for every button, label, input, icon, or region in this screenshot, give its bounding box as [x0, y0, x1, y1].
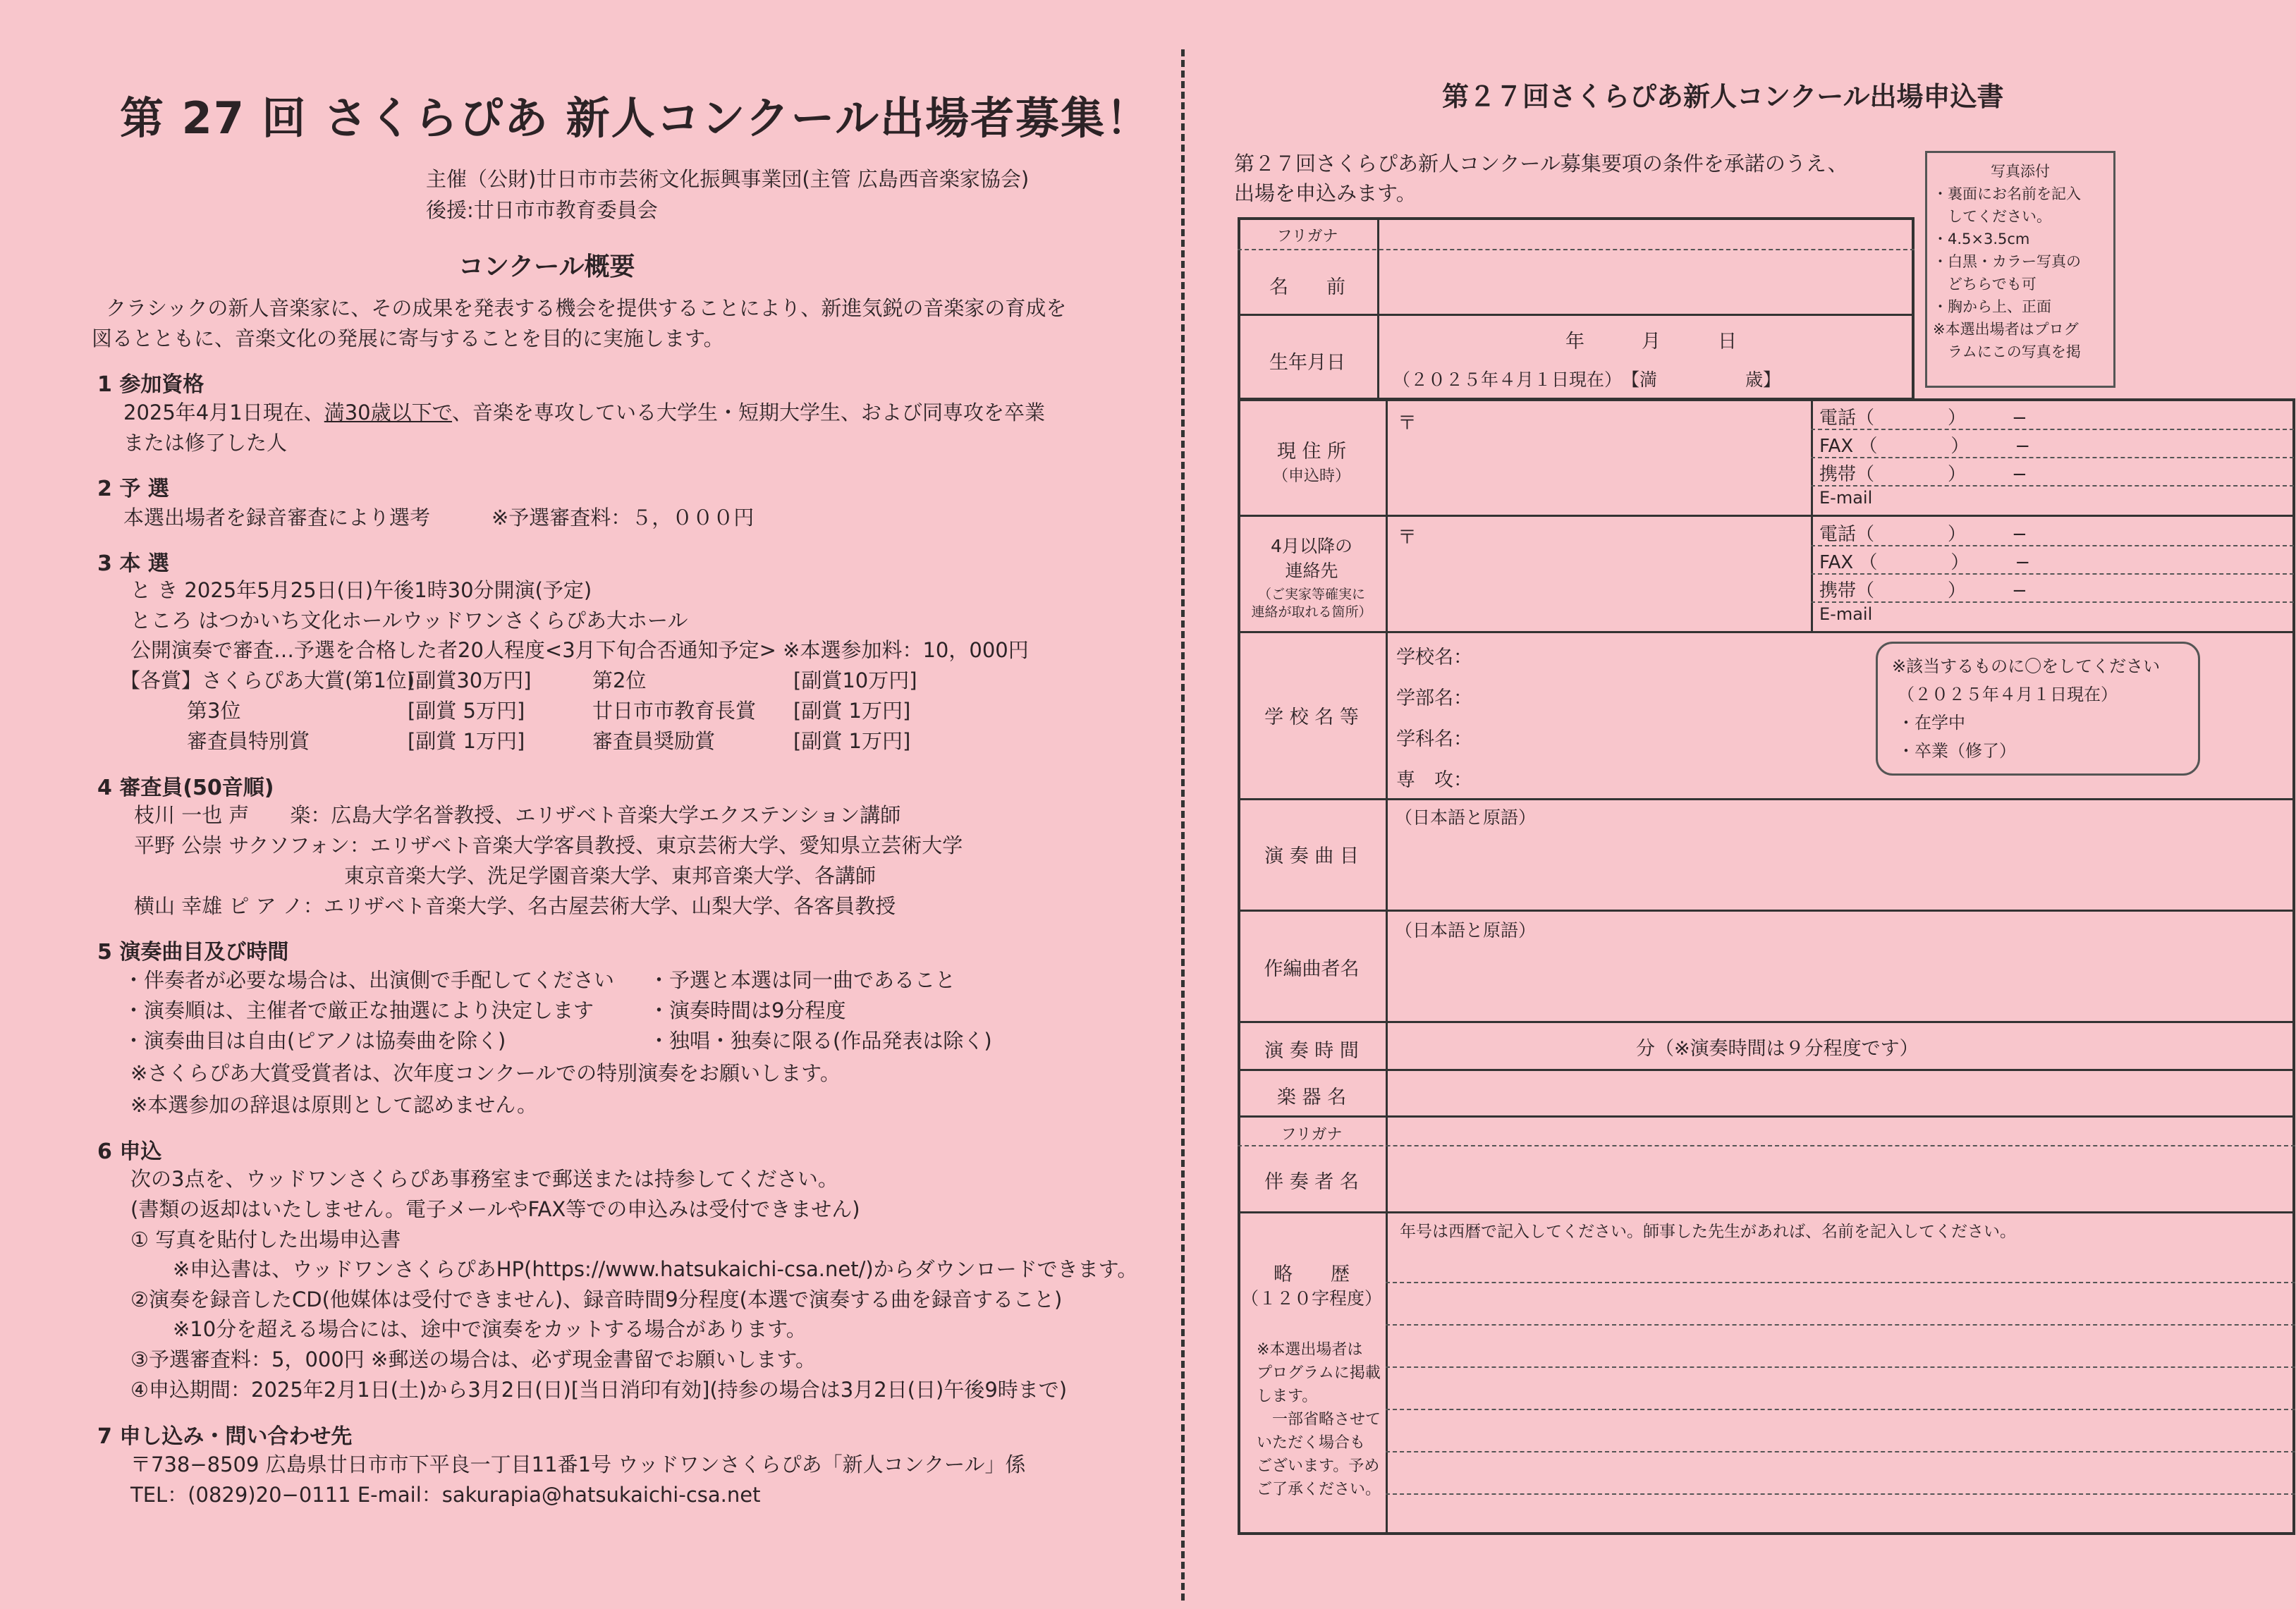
photo-line: ・裏面にお名前を記入 [1933, 185, 2081, 202]
application-form-page [1199, 0, 2296, 1609]
faculty-field[interactable]: 学部名： [1396, 687, 1472, 709]
furigana-label: フリガナ [1276, 228, 1338, 245]
department-field[interactable]: 学科名： [1396, 728, 1472, 750]
section-title: 5 演奏曲目及び時間 [97, 940, 289, 965]
rule-item: ・独唱・独奏に限る(作品発表は除く) [649, 1029, 992, 1053]
table-line [1386, 398, 1388, 1535]
supporter-text: 後援:廿日市市教育委員会 [426, 198, 658, 222]
piece-field[interactable] [1389, 828, 2292, 906]
table-line [1238, 798, 2295, 800]
award-name: 第2位 [592, 668, 647, 692]
award-name: 審査員特別賞 [187, 729, 310, 753]
final-line: と き 2025年5月25日(日)午後1時30分開演(予定) [130, 578, 592, 602]
fax-field[interactable]: FAX （ ） − [1819, 552, 2031, 573]
table-line [1238, 249, 1915, 250]
intro-line: クラシックの新人音楽家に、その成果を発表する機会を提供することにより、新進気鋭の音楽家の育成を [106, 296, 1067, 320]
accomp-name-field[interactable] [1389, 1149, 2292, 1206]
contact-address: 〒738−8509 広島県廿日市市下平良一丁目11番1号 ウッドワンさくらぴあ「新人コンクール」係 [130, 1452, 1026, 1476]
preliminary-line: 本選出場者を録音審査により選考 ※予選審査料：５，０００円 [123, 506, 755, 530]
fold-divider [1181, 49, 1185, 1601]
age-limit: 満30歳以下で [324, 400, 453, 424]
career-note-line: プログラムに掲載 [1257, 1364, 1381, 1382]
piece-label: 演 奏 曲 目 [1264, 845, 1359, 867]
photo-line: ・胸から上、正面 [1933, 298, 2051, 315]
birth-note: （２０２５年４月１日現在） 【満 歳】 [1393, 369, 1781, 390]
photo-line: ※本選出場者はプログ [1933, 321, 2079, 338]
section-title: 7 申し込み・問い合わせ先 [97, 1424, 353, 1449]
eligibility-line: または修了した人 [123, 431, 288, 455]
photo-line: ・4.5×3.5cm [1933, 231, 2030, 247]
mobile-field[interactable]: 携帯（ ） − [1819, 464, 2027, 485]
photo-box[interactable] [1925, 151, 2115, 388]
rule-note: ※さくらぴあ大賞受賞者は、次年度コンクールでの特別演奏をお願いします。 [130, 1061, 841, 1085]
apply-line: ②演奏を録音したCD(他媒体は受付できません)、録音時間9分程度(本選で演奏する曲を録音すること) [130, 1287, 1063, 1311]
birth-ymd: 年 月 日 [1565, 331, 1737, 353]
career-note [1257, 1338, 1381, 1501]
rule-note: ※本選参加の辞退は原則として認めません。 [130, 1093, 538, 1117]
section-title: 3 本 選 [97, 551, 169, 576]
career-note-line: 一部省略させて [1257, 1411, 1381, 1428]
award-prize: [副賞30万円] [408, 668, 532, 692]
school-name-field[interactable]: 学校名： [1396, 647, 1472, 668]
apply-line: ① 写真を貼付した出場申込書 [130, 1228, 401, 1252]
major-field[interactable]: 専 攻： [1396, 769, 1472, 791]
photo-line: どちらでも可 [1933, 276, 2037, 293]
address-label: 現 住 所 [1276, 441, 1347, 463]
judge-line: 平野 公崇 サクソフォン：エリザベト音楽大学客員教授、東京芸術大学、愛知県立芸術大学 [134, 833, 963, 857]
page-title: 第 27 回 さくらぴあ 新人コンクール出場者募集！ [120, 92, 1152, 144]
career-note-line: いただく場合も [1257, 1434, 1366, 1452]
photo-line: してください。 [1933, 208, 2051, 225]
career-instruction: 年号は西暦で記入してください。師事した先生があれば、名前を記入してください。 [1400, 1223, 2016, 1241]
duration-field[interactable]: 分（※演奏時間は９分程度です） [1636, 1038, 1919, 1060]
section-title: 4 審査員(50音順) [97, 776, 274, 800]
final-line: 公開演奏で審査…予選を合格した者20人程度<3月下旬合否通知予定> ※本選参加料：10，000円 [130, 638, 1029, 662]
accomp-label: 伴 奏 者 名 [1264, 1171, 1359, 1193]
composer-field[interactable] [1389, 941, 2292, 1019]
rule-item: ・演奏時間は9分程度 [649, 998, 846, 1022]
phone-field[interactable]: 電話（ ） − [1819, 524, 2027, 545]
apply-line: ※申込書は、ウッドワンさくらぴあHP(https://www.hatsukaichi-csa.net/)からダウンロードできます。 [173, 1257, 1138, 1281]
table-line [1238, 1115, 2295, 1118]
award-prize: [副賞 5万円] [408, 699, 525, 723]
fax-field[interactable]: FAX （ ） − [1819, 436, 2031, 457]
career-note-line: ございます。予め [1257, 1457, 1380, 1475]
judge-line: 東京音楽大学、洗足学園音楽大学、東邦音楽大学、各講師 [344, 864, 877, 888]
accomp-furigana-field[interactable] [1389, 1120, 2292, 1144]
table-line [1238, 1211, 2295, 1213]
intro-line: 図るとともに、音楽文化の発展に寄与することを目的に実施します。 [92, 326, 724, 350]
award-name: 【各賞】さくらぴあ大賞(第1位) [120, 668, 415, 692]
status-graduated[interactable]: ・卒業（修了） [1898, 741, 2016, 761]
table-line [1238, 910, 2295, 912]
rule-item: ・演奏順は、主催者で厳正な抽選により決定します [123, 998, 594, 1022]
apply-line: ※10分を超える場合には、途中で演奏をカットする場合があります。 [173, 1317, 807, 1341]
award-prize: [副賞 1万円] [793, 729, 911, 753]
eligibility-text: 、音楽を専攻している大学生・短期大学生、および同専攻を卒業 [452, 400, 1046, 424]
section-title: 1 参加資格 [97, 372, 204, 397]
duration-label: 演 奏 時 間 [1264, 1040, 1359, 1062]
apply-line: (書類の返却はいたしません。電子メールやFAX等での申込みは受付できません) [130, 1197, 860, 1221]
eligibility-line [123, 397, 1045, 426]
table-line [1238, 631, 2295, 633]
table-line [1238, 1145, 2295, 1146]
piece-lang-note: （日本語と原語） [1395, 807, 1537, 828]
apply-line: ③予選審査料：5，000円 ※郵送の場合は、必ず現金書留でお願いします。 [130, 1347, 816, 1371]
eligibility-text: 2025年4月1日現在、 [123, 400, 324, 424]
april-contact-label: 連絡先 [1285, 561, 1338, 581]
april-contact-label: 4月以降の [1271, 536, 1352, 556]
name-label: 名 前 [1269, 276, 1345, 298]
accomp-furigana-label: フリガナ [1281, 1126, 1343, 1144]
postal-mark: 〒 [1398, 412, 1417, 434]
address-sub: （申込時） [1272, 467, 1350, 485]
instrument-label: 楽 器 名 [1276, 1087, 1347, 1108]
april-contact-note: 連絡が取れる箇所） [1251, 604, 1372, 620]
career-note-line: ご了承ください。 [1257, 1481, 1381, 1498]
award-name: 審査員奨励賞 [592, 729, 716, 753]
career-field[interactable] [1389, 1241, 2292, 1530]
award-name: 第3位 [187, 699, 241, 723]
rule-item: ・予選と本選は同一曲であること [649, 968, 956, 992]
table-line [1238, 1069, 2295, 1071]
birth-label: 生年月日 [1269, 352, 1345, 374]
photo-line: ・白黒・カラー写真の [1933, 253, 2081, 270]
table-line [1238, 515, 2295, 517]
career-sub: （１２０字程度） [1240, 1288, 1382, 1309]
status-enrolled[interactable]: ・在学中 [1898, 713, 1965, 733]
career-note-line: します。 [1257, 1388, 1318, 1405]
postal-mark: 〒 [1398, 527, 1417, 549]
table-line [1238, 1021, 2295, 1023]
status-note-line: （２０２５年４月１日現在） [1898, 685, 2118, 704]
section-title: 6 申込 [97, 1139, 162, 1164]
form-intro: 第２７回さくらぴあ新人コンクール募集要項の条件を承諾のうえ、 [1234, 152, 1848, 176]
organizer-text: 主催（公財)廿日市市芸術文化振興事業団(主管 広島西音楽家協会) [426, 167, 1030, 191]
april-contact-note: （ご実家等確実に [1257, 587, 1365, 602]
apply-line: 次の3点を、ウッドワンさくらぴあ事務室まで郵送または持参してください。 [130, 1167, 838, 1191]
final-line: ところ はつかいち文化ホールウッドワンさくらぴあ大ホール [130, 608, 688, 632]
award-prize: [副賞 1万円] [408, 729, 525, 753]
name-field[interactable] [1382, 252, 1911, 312]
status-note [1876, 642, 2200, 776]
award-name: 廿日市市教育長賞 [592, 699, 757, 723]
contact-tel: TEL：(0829)20−0111 E-mail：sakurapia@hatsukaichi-csa.net [130, 1483, 761, 1507]
career-label: 略 歴 [1274, 1264, 1350, 1285]
mobile-field[interactable]: 携帯（ ） − [1819, 580, 2027, 601]
apply-line: ④申込期間：2025年2月1日(土)から3月2日(日)[当日消印有効](持参の場合は3月2日(日)午後9時まで) [130, 1378, 1068, 1402]
email-field[interactable]: E-mail [1819, 604, 1873, 624]
table-line [1238, 314, 1915, 316]
table-line [1377, 217, 1379, 400]
composer-lang-note: （日本語と原語） [1395, 920, 1537, 941]
overview-title: コンクール概要 [458, 252, 635, 281]
section-title: 2 予 選 [97, 477, 169, 501]
award-prize: [副賞10万円] [793, 668, 917, 692]
status-note-line: ※該当するものに〇をしてください [1892, 656, 2161, 676]
judge-line: 横山 幸雄 ピ ア ノ：エリザベト音楽大学、名古屋芸術大学、山梨大学、各客員教授 [134, 894, 896, 918]
photo-line: 写真添付 [1991, 163, 2050, 180]
email-field[interactable]: E-mail [1819, 488, 1873, 508]
composer-label: 作編曲者名 [1264, 958, 1360, 980]
phone-field[interactable]: 電話（ ） − [1819, 408, 2027, 429]
rule-item: ・伴奏者が必要な場合は、出演側で手配してください [123, 968, 615, 992]
photo-line: ラムにこの写真を掲 [1933, 343, 2081, 360]
judge-line: 枝川 一也 声 楽：広島大学名誉教授、エリザベト音楽大学エクステンション講師 [134, 803, 901, 827]
form-title: 第２７回さくらぴあ新人コンクール出場申込書 [1442, 81, 2004, 112]
rule-item: ・演奏曲目は自由(ピアノは協奏曲を除く) [123, 1029, 506, 1053]
instrument-field[interactable] [1389, 1073, 2292, 1113]
career-note-line: ※本選出場者は [1257, 1341, 1363, 1359]
form-intro: 出場を申込みます。 [1234, 181, 1417, 205]
furigana-field[interactable] [1382, 220, 1911, 247]
school-label: 学 校 名 等 [1264, 706, 1359, 728]
award-prize: [副賞 1万円] [793, 699, 911, 723]
